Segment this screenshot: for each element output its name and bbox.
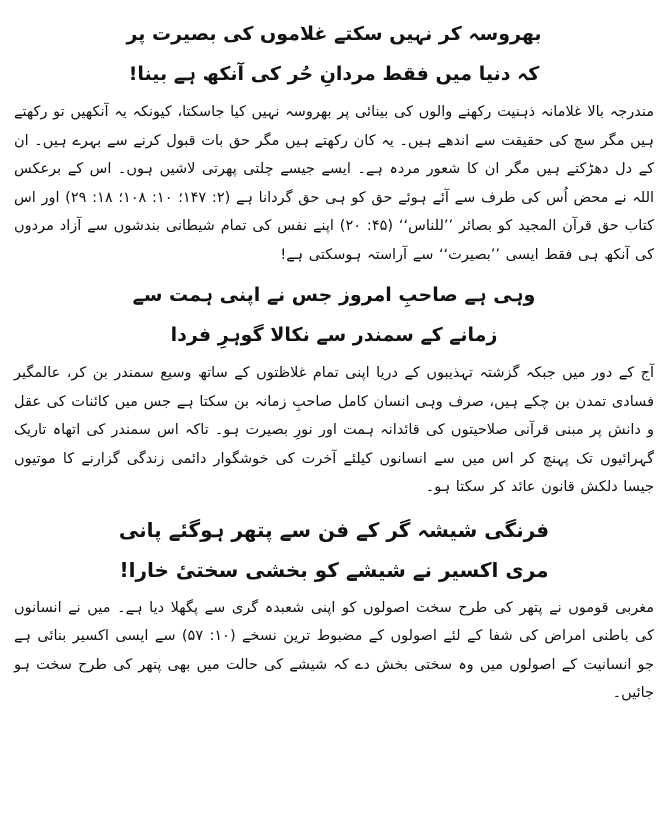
couplet-3-line-1: فرنگی شیشہ گر کے فن سے پتھر ہوگئے پانی (118, 517, 550, 542)
paragraph-1: مندرجہ بالا غلامانہ ذہنیت رکھنے والوں کی بینائی پر بھروسہ نہیں کیا جاسکتا، کیونکہ یہ آنکھیں تو رکھتے ہیں مگر سچ کی حقیقت سے اندھے ہیں۔ یہ کان رکھتے ہیں مگر حق بات قبول کرنے سے بہرے ہیں۔ ان کے دل دھڑکتے ہیں مگر ان کا شعور مردہ ہے۔ ایسے جیسے چلتی پھرتی لاشیں ہوں۔ اس کے برعکس اللہ نے محض اُس کی طرف سے آئے ہوئے حق کو ہی حق گردانا ہے (۲: ۱۴۷؛ ۱۰: ۱۰۸؛ ۱۸: ۲۹) اور اس کتاب حق قرآن المجید کو بصائر ’’للناس‘‘ (۴۵: ۲۰) اپنے نفس کی تمام شیطانی بندشوں سے آزاد مردوں کی آنکھ ہی فقط ایسی ’’بصیرت‘‘ سے آراستہ ہوسکتی ہے! (14, 104, 655, 263)
paragraph-2: آج کے دور میں جبکہ گزشتہ تہذیبوں کے دریا اپنی تمام غلاظتوں کے ساتھ وسیع سمندر بن کر، عالمگیر فسادی تمدن بن چکے ہیں، صرف وہی انسان کامل صاحبِ زمانہ بن سکتا ہے جس میں کائنات کی عقل و دانش پر مبنی قرآنی صلاحیتوں کی قائدانہ ہمت اور نورِ بصیرت ہو۔ تاکہ اس سمندر کی اتھاہ تاریک گہرائیوں تک پہنچ کر اس میں سے انسانوں کیلئے آخرت کی خوشگوار دائمی زندگی گزارنے کا موتیوں جیسا دلکش قانون عائد کر سکتا ہو۔ (14, 365, 654, 495)
couplet-1 (14, 14, 654, 94)
couplet-2 (14, 275, 654, 355)
couplet-3-line-2: مری اکسیر نے شیشے کو بخشی سختیٔ خارا! (119, 557, 549, 582)
couplet-2-line-1: وہی ہے صاحبِ امروز جس نے اپنی ہمت سے (132, 284, 536, 306)
couplet-2-line-2: زمانے کے سمندر سے نکالا گوہرِ فردا (170, 324, 498, 346)
couplet-1-line-1: بھروسہ کر نہیں سکتے غلاموں کی بصیرت پر (126, 23, 542, 45)
couplet-3 (14, 510, 654, 590)
couplet-1-line-2: کہ دنیا میں فقط مردانِ حُر کی آنکھ ہے بینا! (128, 63, 540, 85)
paragraph-3: مغربی قوموں نے پتھر کی طرح سخت اصولوں کو اپنی شعبدہ گری سے پگھلا دیا ہے۔ میں نے انسانوں کی باطنی امراض کی شفا کے لئے اصولوں کے مضبوط ترین نسخے (۱۰: ۵۷) سے ایسی اکسیر بنائی ہے جو انسانیت کے اصولوں میں وہ سختی بخش دے کہ شیشے کی حالت میں بھی پتھر کی طرح سخت ہو جائیں۔ (14, 599, 655, 701)
